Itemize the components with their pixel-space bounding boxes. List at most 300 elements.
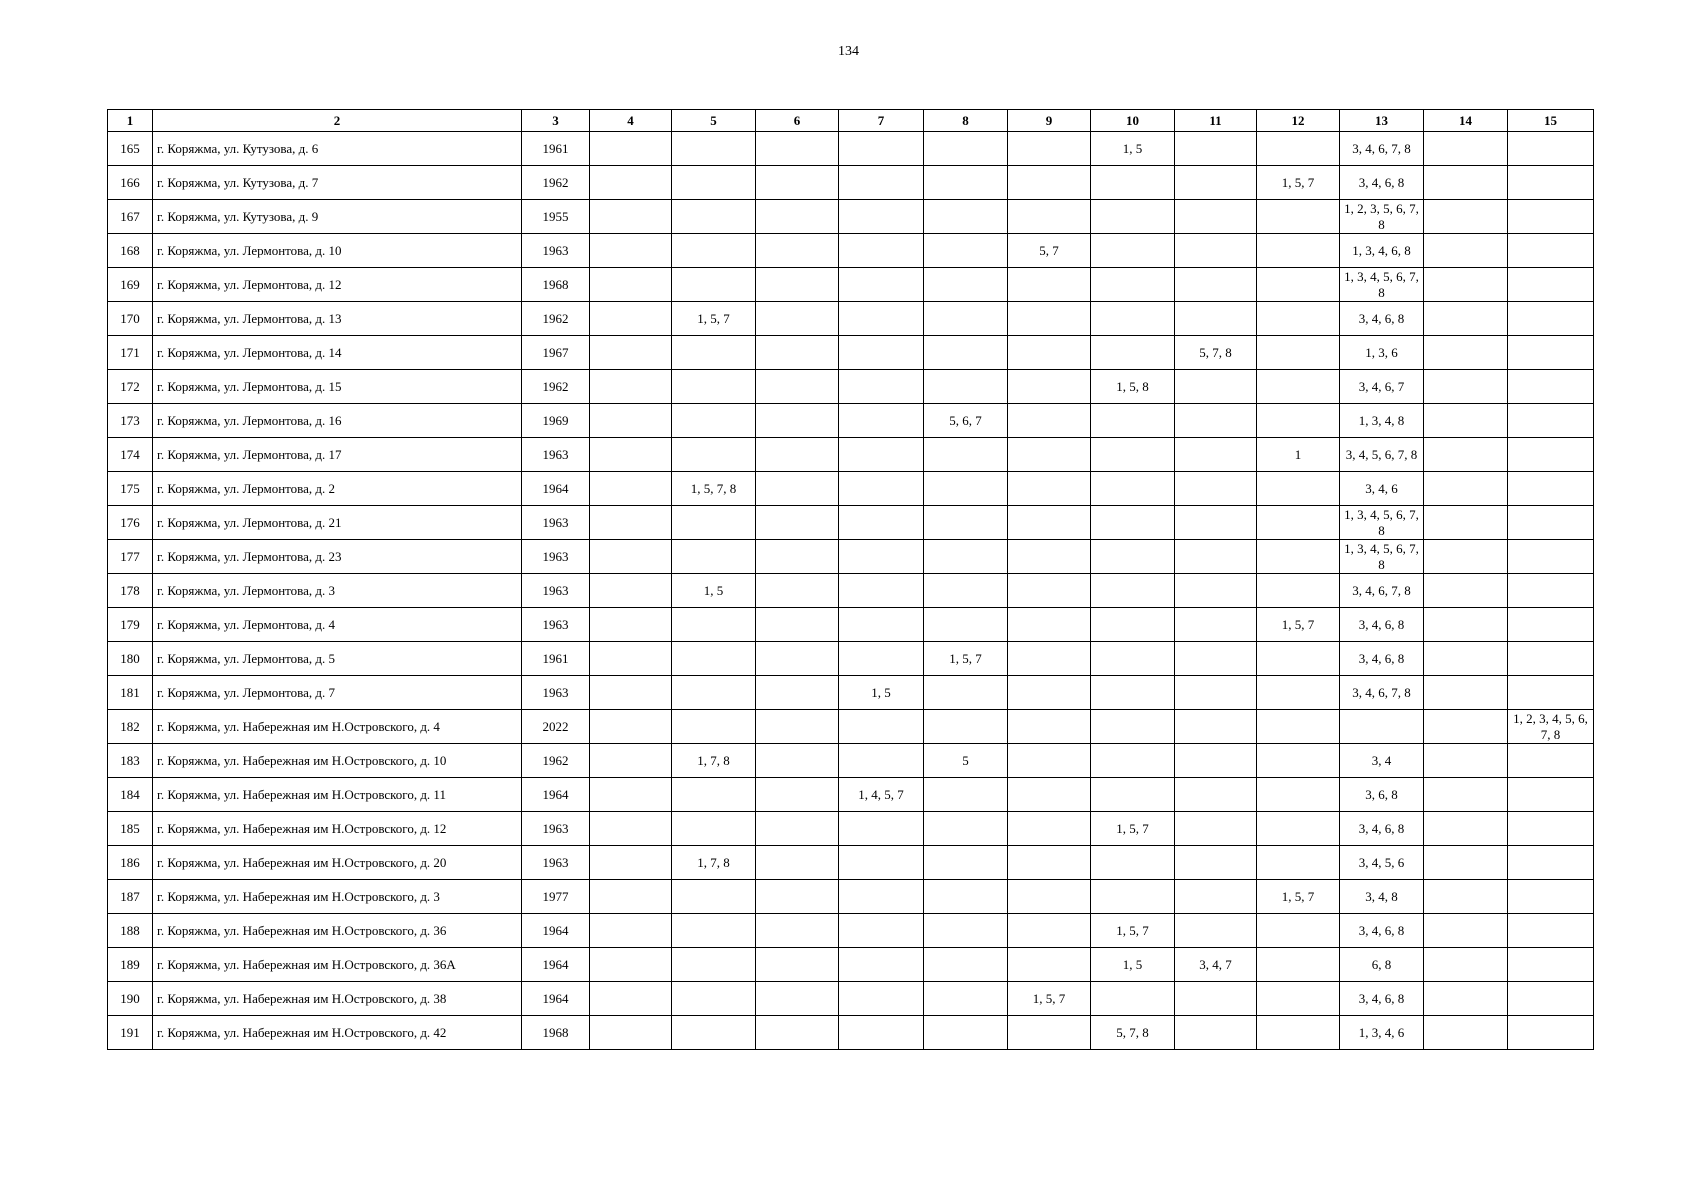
cell-col-7 (839, 540, 924, 574)
cell-col-10 (1091, 982, 1175, 1016)
cell-col-11 (1175, 710, 1257, 744)
year-cell: 1962 (522, 370, 590, 404)
cell-col-11 (1175, 540, 1257, 574)
cell-col-5 (672, 676, 756, 710)
cell-col-11 (1175, 846, 1257, 880)
cell-col-6 (756, 778, 839, 812)
cell-col-15 (1508, 914, 1594, 948)
column-header-13: 13 (1340, 110, 1424, 132)
cell-col-9: 1, 5, 7 (1008, 982, 1091, 1016)
cell-col-4 (590, 744, 672, 778)
column-header-15: 15 (1508, 110, 1594, 132)
cell-col-14 (1424, 914, 1508, 948)
cell-col-6 (756, 540, 839, 574)
cell-col-14 (1424, 744, 1508, 778)
cell-col-9 (1008, 676, 1091, 710)
cell-col-8 (924, 574, 1008, 608)
cell-col-14 (1424, 1016, 1508, 1050)
cell-col-9 (1008, 1016, 1091, 1050)
cell-col-7 (839, 982, 924, 1016)
cell-col-13: 3, 4, 6, 8 (1340, 608, 1424, 642)
cell-col-15 (1508, 744, 1594, 778)
address-cell: г. Коряжма, ул. Лермонтова, д. 15 (153, 370, 522, 404)
address-cell: г. Коряжма, ул. Кутузова, д. 6 (153, 132, 522, 166)
cell-col-14 (1424, 880, 1508, 914)
cell-col-12 (1257, 778, 1340, 812)
column-header-3: 3 (522, 110, 590, 132)
cell-col-8 (924, 880, 1008, 914)
cell-col-14 (1424, 234, 1508, 268)
cell-col-15 (1508, 302, 1594, 336)
cell-col-9 (1008, 642, 1091, 676)
data-table (107, 109, 1594, 1050)
cell-col-4 (590, 982, 672, 1016)
cell-col-10 (1091, 268, 1175, 302)
cell-col-4 (590, 506, 672, 540)
column-header-12: 12 (1257, 110, 1340, 132)
cell-col-15 (1508, 540, 1594, 574)
cell-col-9 (1008, 438, 1091, 472)
cell-col-8: 5 (924, 744, 1008, 778)
address-cell: г. Коряжма, ул. Кутузова, д. 9 (153, 200, 522, 234)
cell-col-15 (1508, 880, 1594, 914)
cell-col-4 (590, 200, 672, 234)
cell-col-4 (590, 302, 672, 336)
cell-col-15 (1508, 812, 1594, 846)
cell-col-11 (1175, 234, 1257, 268)
cell-col-7 (839, 268, 924, 302)
table-row (108, 642, 1594, 676)
cell-col-4 (590, 608, 672, 642)
cell-col-8 (924, 438, 1008, 472)
cell-col-5 (672, 506, 756, 540)
cell-col-9 (1008, 506, 1091, 540)
cell-col-5 (672, 200, 756, 234)
cell-col-14 (1424, 132, 1508, 166)
year-cell: 1964 (522, 778, 590, 812)
cell-col-4 (590, 812, 672, 846)
cell-col-7 (839, 234, 924, 268)
cell-col-6 (756, 166, 839, 200)
address-cell: г. Коряжма, ул. Лермонтова, д. 16 (153, 404, 522, 438)
cell-col-6 (756, 812, 839, 846)
cell-col-7 (839, 472, 924, 506)
cell-col-5 (672, 642, 756, 676)
cell-col-11 (1175, 676, 1257, 710)
cell-col-9 (1008, 268, 1091, 302)
table-row (108, 506, 1594, 540)
table-row (108, 404, 1594, 438)
address-cell: г. Коряжма, ул. Лермонтова, д. 3 (153, 574, 522, 608)
cell-col-8 (924, 710, 1008, 744)
cell-col-9 (1008, 744, 1091, 778)
cell-col-14 (1424, 506, 1508, 540)
cell-col-9 (1008, 370, 1091, 404)
year-cell: 1961 (522, 642, 590, 676)
cell-col-8 (924, 472, 1008, 506)
address-cell: г. Коряжма, ул. Набережная им Н.Островского, д. 42 (153, 1016, 522, 1050)
cell-col-13: 1, 2, 3, 5, 6, 7, 8 (1340, 200, 1424, 234)
cell-col-5 (672, 778, 756, 812)
cell-col-13: 3, 4, 6, 8 (1340, 302, 1424, 336)
table-row (108, 166, 1594, 200)
cell-col-9 (1008, 812, 1091, 846)
year-cell: 1963 (522, 812, 590, 846)
column-header-11: 11 (1175, 110, 1257, 132)
row-number-cell: 188 (108, 914, 153, 948)
year-cell: 1962 (522, 166, 590, 200)
cell-col-9 (1008, 608, 1091, 642)
cell-col-8 (924, 540, 1008, 574)
cell-col-7 (839, 302, 924, 336)
cell-col-9 (1008, 846, 1091, 880)
cell-col-7 (839, 710, 924, 744)
cell-col-6 (756, 200, 839, 234)
address-cell: г. Коряжма, ул. Набережная им Н.Островского, д. 36 (153, 914, 522, 948)
cell-col-5: 1, 5, 7 (672, 302, 756, 336)
row-number-cell: 183 (108, 744, 153, 778)
column-header-8: 8 (924, 110, 1008, 132)
cell-col-11 (1175, 914, 1257, 948)
row-number-cell: 166 (108, 166, 153, 200)
cell-col-13: 1, 3, 6 (1340, 336, 1424, 370)
table-row (108, 574, 1594, 608)
cell-col-6 (756, 336, 839, 370)
cell-col-6 (756, 1016, 839, 1050)
table-row (108, 234, 1594, 268)
row-number-cell: 184 (108, 778, 153, 812)
cell-col-11 (1175, 778, 1257, 812)
cell-col-15 (1508, 268, 1594, 302)
cell-col-11 (1175, 370, 1257, 404)
address-cell: г. Коряжма, ул. Набережная им Н.Островского, д. 3 (153, 880, 522, 914)
cell-col-13: 3, 4 (1340, 744, 1424, 778)
column-header-4: 4 (590, 110, 672, 132)
cell-col-6 (756, 370, 839, 404)
cell-col-11 (1175, 302, 1257, 336)
cell-col-4 (590, 472, 672, 506)
table-row (108, 744, 1594, 778)
cell-col-11 (1175, 404, 1257, 438)
cell-col-11 (1175, 880, 1257, 914)
cell-col-13: 3, 4, 6, 8 (1340, 914, 1424, 948)
cell-col-10 (1091, 234, 1175, 268)
table-row (108, 778, 1594, 812)
cell-col-11 (1175, 506, 1257, 540)
cell-col-7 (839, 166, 924, 200)
cell-col-9 (1008, 914, 1091, 948)
cell-col-7 (839, 404, 924, 438)
cell-col-15 (1508, 608, 1594, 642)
cell-col-13: 1, 3, 4, 8 (1340, 404, 1424, 438)
column-header-9: 9 (1008, 110, 1091, 132)
table-row (108, 438, 1594, 472)
cell-col-12 (1257, 268, 1340, 302)
cell-col-7: 1, 4, 5, 7 (839, 778, 924, 812)
cell-col-10 (1091, 574, 1175, 608)
cell-col-4 (590, 1016, 672, 1050)
header-row (108, 110, 1594, 132)
cell-col-7 (839, 948, 924, 982)
cell-col-15 (1508, 438, 1594, 472)
cell-col-6 (756, 846, 839, 880)
cell-col-13: 3, 4, 6, 8 (1340, 642, 1424, 676)
address-cell: г. Коряжма, ул. Лермонтова, д. 13 (153, 302, 522, 336)
cell-col-15 (1508, 1016, 1594, 1050)
table-row (108, 676, 1594, 710)
address-cell: г. Коряжма, ул. Кутузова, д. 7 (153, 166, 522, 200)
cell-col-7 (839, 336, 924, 370)
column-header-7: 7 (839, 110, 924, 132)
cell-col-11 (1175, 132, 1257, 166)
table-row (108, 336, 1594, 370)
cell-col-15 (1508, 642, 1594, 676)
year-cell: 1964 (522, 982, 590, 1016)
cell-col-12 (1257, 744, 1340, 778)
row-number-cell: 189 (108, 948, 153, 982)
cell-col-12 (1257, 370, 1340, 404)
cell-col-12 (1257, 200, 1340, 234)
table-row (108, 880, 1594, 914)
year-cell: 1963 (522, 506, 590, 540)
year-cell: 1963 (522, 540, 590, 574)
cell-col-9 (1008, 200, 1091, 234)
address-cell: г. Коряжма, ул. Лермонтова, д. 2 (153, 472, 522, 506)
cell-col-12 (1257, 404, 1340, 438)
address-cell: г. Коряжма, ул. Лермонтова, д. 5 (153, 642, 522, 676)
cell-col-4 (590, 676, 672, 710)
cell-col-14 (1424, 200, 1508, 234)
table-row (108, 812, 1594, 846)
table-row (108, 846, 1594, 880)
cell-col-5 (672, 438, 756, 472)
cell-col-12: 1 (1257, 438, 1340, 472)
cell-col-8 (924, 370, 1008, 404)
cell-col-10 (1091, 472, 1175, 506)
cell-col-10 (1091, 880, 1175, 914)
cell-col-4 (590, 710, 672, 744)
cell-col-8: 5, 6, 7 (924, 404, 1008, 438)
cell-col-12: 1, 5, 7 (1257, 880, 1340, 914)
cell-col-6 (756, 744, 839, 778)
cell-col-10 (1091, 744, 1175, 778)
cell-col-13 (1340, 710, 1424, 744)
year-cell: 1961 (522, 132, 590, 166)
cell-col-11: 3, 4, 7 (1175, 948, 1257, 982)
row-number-cell: 187 (108, 880, 153, 914)
cell-col-15 (1508, 948, 1594, 982)
row-number-cell: 177 (108, 540, 153, 574)
cell-col-13: 3, 4, 8 (1340, 880, 1424, 914)
cell-col-15 (1508, 404, 1594, 438)
cell-col-6 (756, 880, 839, 914)
cell-col-15 (1508, 982, 1594, 1016)
cell-col-12 (1257, 336, 1340, 370)
cell-col-10: 1, 5, 7 (1091, 812, 1175, 846)
cell-col-14 (1424, 710, 1508, 744)
cell-col-6 (756, 642, 839, 676)
year-cell: 1969 (522, 404, 590, 438)
column-header-6: 6 (756, 110, 839, 132)
cell-col-4 (590, 370, 672, 404)
cell-col-6 (756, 710, 839, 744)
cell-col-10 (1091, 676, 1175, 710)
table-row (108, 200, 1594, 234)
cell-col-11: 5, 7, 8 (1175, 336, 1257, 370)
cell-col-11 (1175, 642, 1257, 676)
cell-col-7 (839, 132, 924, 166)
address-cell: г. Коряжма, ул. Лермонтова, д. 14 (153, 336, 522, 370)
cell-col-6 (756, 302, 839, 336)
cell-col-10 (1091, 200, 1175, 234)
cell-col-10 (1091, 642, 1175, 676)
cell-col-15 (1508, 132, 1594, 166)
cell-col-5: 1, 7, 8 (672, 744, 756, 778)
cell-col-12 (1257, 948, 1340, 982)
year-cell: 1963 (522, 574, 590, 608)
cell-col-8: 1, 5, 7 (924, 642, 1008, 676)
cell-col-8 (924, 200, 1008, 234)
cell-col-10 (1091, 710, 1175, 744)
cell-col-4 (590, 166, 672, 200)
cell-col-6 (756, 132, 839, 166)
year-cell: 1977 (522, 880, 590, 914)
cell-col-10 (1091, 336, 1175, 370)
year-cell: 1963 (522, 608, 590, 642)
cell-col-12 (1257, 574, 1340, 608)
cell-col-8 (924, 302, 1008, 336)
cell-col-12 (1257, 846, 1340, 880)
cell-col-9 (1008, 540, 1091, 574)
address-cell: г. Коряжма, ул. Набережная им Н.Островского, д. 11 (153, 778, 522, 812)
cell-col-10: 5, 7, 8 (1091, 1016, 1175, 1050)
year-cell: 1964 (522, 948, 590, 982)
address-cell: г. Коряжма, ул. Набережная им Н.Островского, д. 12 (153, 812, 522, 846)
cell-col-14 (1424, 370, 1508, 404)
address-cell: г. Коряжма, ул. Лермонтова, д. 4 (153, 608, 522, 642)
cell-col-12 (1257, 676, 1340, 710)
address-cell: г. Коряжма, ул. Набережная им Н.Островского, д. 20 (153, 846, 522, 880)
cell-col-8 (924, 268, 1008, 302)
cell-col-5 (672, 710, 756, 744)
cell-col-9 (1008, 302, 1091, 336)
cell-col-8 (924, 608, 1008, 642)
cell-col-13: 3, 4, 5, 6 (1340, 846, 1424, 880)
cell-col-4 (590, 914, 672, 948)
column-header-14: 14 (1424, 110, 1508, 132)
cell-col-8 (924, 132, 1008, 166)
cell-col-14 (1424, 948, 1508, 982)
cell-col-14 (1424, 404, 1508, 438)
cell-col-5 (672, 880, 756, 914)
cell-col-5 (672, 914, 756, 948)
cell-col-5 (672, 1016, 756, 1050)
cell-col-4 (590, 778, 672, 812)
cell-col-15 (1508, 506, 1594, 540)
cell-col-15 (1508, 336, 1594, 370)
cell-col-12 (1257, 302, 1340, 336)
row-number-cell: 185 (108, 812, 153, 846)
cell-col-12 (1257, 914, 1340, 948)
cell-col-8 (924, 812, 1008, 846)
cell-col-5: 1, 7, 8 (672, 846, 756, 880)
cell-col-13: 3, 4, 6, 7, 8 (1340, 132, 1424, 166)
address-cell: г. Коряжма, ул. Лермонтова, д. 23 (153, 540, 522, 574)
row-number-cell: 170 (108, 302, 153, 336)
table-row (108, 370, 1594, 404)
cell-col-9 (1008, 948, 1091, 982)
cell-col-5 (672, 608, 756, 642)
year-cell: 1963 (522, 676, 590, 710)
cell-col-11 (1175, 982, 1257, 1016)
row-number-cell: 168 (108, 234, 153, 268)
table-row (108, 302, 1594, 336)
cell-col-4 (590, 234, 672, 268)
cell-col-6 (756, 574, 839, 608)
cell-col-10 (1091, 404, 1175, 438)
cell-col-14 (1424, 778, 1508, 812)
cell-col-13: 3, 4, 6, 8 (1340, 982, 1424, 1016)
address-cell: г. Коряжма, ул. Набережная им Н.Островского, д. 10 (153, 744, 522, 778)
cell-col-11 (1175, 472, 1257, 506)
table-header (108, 110, 1594, 132)
cell-col-13: 1, 3, 4, 6 (1340, 1016, 1424, 1050)
address-cell: г. Коряжма, ул. Набережная им Н.Островского, д. 36А (153, 948, 522, 982)
cell-col-7 (839, 812, 924, 846)
cell-col-11 (1175, 608, 1257, 642)
row-number-cell: 169 (108, 268, 153, 302)
cell-col-14 (1424, 302, 1508, 336)
cell-col-8 (924, 778, 1008, 812)
cell-col-14 (1424, 608, 1508, 642)
cell-col-8 (924, 948, 1008, 982)
cell-col-13: 3, 4, 6, 7 (1340, 370, 1424, 404)
cell-col-12 (1257, 132, 1340, 166)
cell-col-12 (1257, 812, 1340, 846)
cell-col-4 (590, 132, 672, 166)
cell-col-14 (1424, 540, 1508, 574)
cell-col-13: 3, 4, 6, 8 (1340, 812, 1424, 846)
row-number-cell: 186 (108, 846, 153, 880)
address-cell: г. Коряжма, ул. Набережная им Н.Островского, д. 38 (153, 982, 522, 1016)
cell-col-10 (1091, 778, 1175, 812)
cell-col-4 (590, 268, 672, 302)
cell-col-13: 6, 8 (1340, 948, 1424, 982)
cell-col-13: 3, 4, 6 (1340, 472, 1424, 506)
cell-col-7 (839, 846, 924, 880)
cell-col-13: 3, 4, 5, 6, 7, 8 (1340, 438, 1424, 472)
cell-col-5 (672, 812, 756, 846)
cell-col-14 (1424, 336, 1508, 370)
cell-col-15 (1508, 574, 1594, 608)
table-row (108, 268, 1594, 302)
cell-col-7 (839, 200, 924, 234)
cell-col-13: 3, 4, 6, 7, 8 (1340, 676, 1424, 710)
address-cell: г. Коряжма, ул. Лермонтова, д. 21 (153, 506, 522, 540)
cell-col-4 (590, 404, 672, 438)
address-cell: г. Коряжма, ул. Набережная им Н.Островского, д. 4 (153, 710, 522, 744)
address-cell: г. Коряжма, ул. Лермонтова, д. 17 (153, 438, 522, 472)
row-number-cell: 172 (108, 370, 153, 404)
column-header-2: 2 (153, 110, 522, 132)
cell-col-14 (1424, 438, 1508, 472)
cell-col-11 (1175, 574, 1257, 608)
cell-col-10 (1091, 506, 1175, 540)
cell-col-8 (924, 982, 1008, 1016)
column-header-10: 10 (1091, 110, 1175, 132)
row-number-cell: 182 (108, 710, 153, 744)
cell-col-7 (839, 506, 924, 540)
